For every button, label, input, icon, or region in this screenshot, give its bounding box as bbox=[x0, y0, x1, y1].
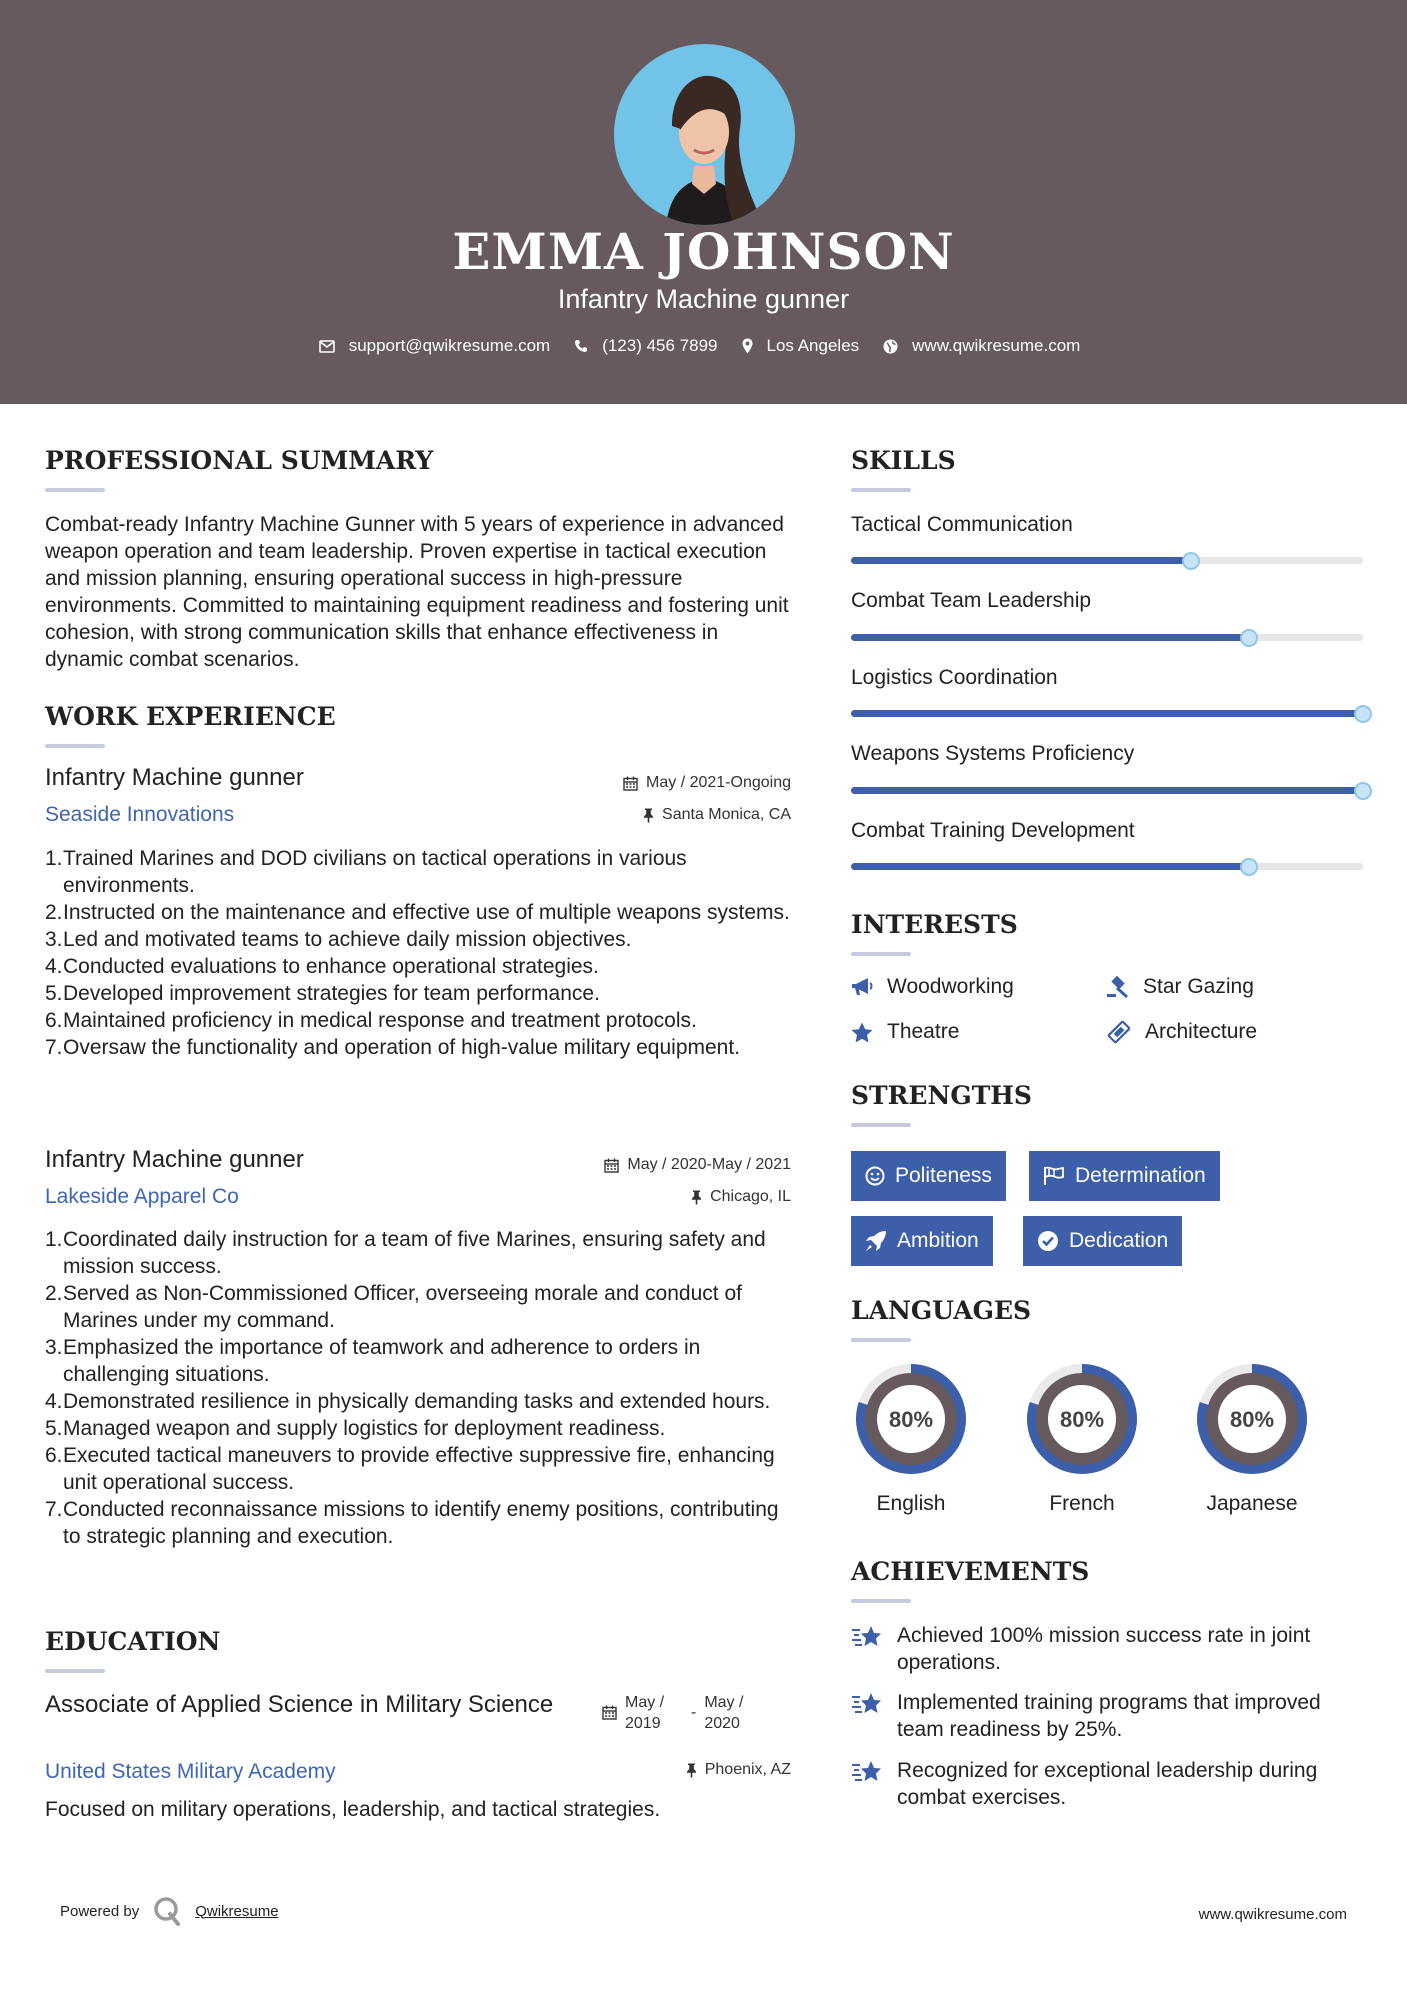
job-duties-list bbox=[45, 1226, 795, 1550]
language-label: Japanese bbox=[1206, 1492, 1298, 1515]
language-percent: 80% bbox=[888, 1407, 934, 1432]
phone-icon bbox=[574, 339, 588, 353]
job-dates-text: May / 2020-May / 2021 bbox=[627, 1156, 791, 1173]
strength-label: Ambition bbox=[897, 1229, 979, 1252]
strength-badge bbox=[1029, 1151, 1220, 1201]
interests-underline bbox=[851, 952, 911, 956]
contact-email[interactable] bbox=[319, 336, 551, 356]
language-ring bbox=[850, 1358, 972, 1480]
skill-bar bbox=[851, 863, 1363, 870]
skill-label: Combat Team Leadership bbox=[851, 589, 1092, 612]
website-text: www.qwikresume.com bbox=[912, 336, 1081, 355]
education-dates bbox=[602, 1692, 754, 1734]
education-location bbox=[686, 1761, 791, 1779]
pushpin-icon bbox=[643, 808, 654, 823]
list-item: 7. Oversaw the functionality and operation of high-value military equipment. bbox=[45, 1036, 741, 1059]
company-name: Seaside Innovations bbox=[45, 803, 235, 826]
skills-heading: SKILLS bbox=[851, 446, 956, 475]
list-item: 1. Coordinated daily instruction for a team of five Marines, ensuring safety and mission success. bbox=[45, 1228, 766, 1278]
interest-label: Woodworking bbox=[887, 975, 1014, 998]
list-item: 1. Trained Marines and DOD civilians on tactical operations in various environments. bbox=[45, 847, 687, 897]
strength-badge bbox=[1023, 1216, 1182, 1266]
achievement-text: Achieved 100% mission success rate in joint operations. bbox=[897, 1624, 1311, 1674]
experience-underline bbox=[45, 744, 105, 748]
map-marker-icon bbox=[742, 338, 753, 354]
language-ring bbox=[1191, 1358, 1313, 1480]
skill-bar-fill bbox=[851, 557, 1191, 564]
company-name: Lakeside Apparel Co bbox=[45, 1185, 239, 1208]
education-underline bbox=[45, 1669, 105, 1673]
profile-photo bbox=[614, 44, 795, 225]
skill-bar-fill bbox=[851, 863, 1249, 870]
job-location-text: Chicago, IL bbox=[710, 1188, 791, 1205]
envelope-icon bbox=[319, 340, 335, 353]
achievement-item bbox=[851, 1689, 1371, 1743]
experience-heading: WORK EXPERIENCE bbox=[45, 702, 336, 731]
education-location-text: Phoenix, AZ bbox=[704, 1761, 791, 1778]
skill-bar-knob bbox=[1182, 552, 1200, 570]
language-label: French bbox=[1049, 1492, 1115, 1515]
globe-icon bbox=[883, 339, 898, 354]
contact-phone[interactable] bbox=[574, 336, 717, 356]
calendar-icon bbox=[602, 1705, 617, 1720]
strengths-heading: STRENGTHS bbox=[851, 1081, 1032, 1110]
achievement-item bbox=[851, 1757, 1371, 1811]
interest-item bbox=[851, 975, 1014, 999]
skill-label: Tactical Communication bbox=[851, 513, 1073, 536]
summary-heading: PROFESSIONAL SUMMARY bbox=[45, 446, 434, 475]
star-icon bbox=[851, 1022, 873, 1043]
phone-text: (123) 456 7899 bbox=[602, 336, 718, 355]
job-location bbox=[691, 1188, 791, 1206]
job-duties-list bbox=[45, 845, 795, 1061]
list-item: 6. Executed tactical maneuvers to provide effective suppressive fire, enhancing unit operational success. bbox=[45, 1444, 775, 1494]
flag-icon bbox=[1043, 1166, 1065, 1186]
skill-label: Combat Training Development bbox=[851, 819, 1135, 842]
education-date-separator: - bbox=[691, 1704, 697, 1721]
calendar-icon bbox=[623, 776, 638, 791]
job-dates bbox=[604, 1156, 791, 1174]
calendar-icon bbox=[604, 1158, 619, 1173]
education-date-start: May / 2019 bbox=[625, 1694, 665, 1732]
skill-bar bbox=[851, 710, 1363, 717]
interests-heading: INTERESTS bbox=[851, 910, 1018, 939]
skill-bar-knob bbox=[1240, 858, 1258, 876]
person-silhouette-icon bbox=[614, 44, 795, 225]
job-title: Infantry Machine gunner bbox=[45, 1146, 304, 1173]
job-dates bbox=[623, 774, 791, 792]
list-item: 5. Developed improvement strategies for team performance. bbox=[45, 982, 600, 1005]
shooting-star-icon bbox=[851, 1759, 883, 1785]
strength-badge bbox=[851, 1216, 993, 1266]
skill-bar-fill bbox=[851, 710, 1363, 717]
strength-label: Dedication bbox=[1069, 1229, 1169, 1252]
achievements-heading: ACHIEVEMENTS bbox=[851, 1557, 1090, 1586]
location-text: Los Angeles bbox=[766, 336, 860, 355]
languages-heading: LANGUAGES bbox=[851, 1296, 1032, 1325]
skill-bar-knob bbox=[1240, 629, 1258, 647]
skill-bar-knob bbox=[1354, 705, 1372, 723]
powered-by-text: Powered by bbox=[60, 1902, 140, 1920]
language-item bbox=[1021, 1358, 1143, 1516]
email-text: support@qwikresume.com bbox=[348, 336, 551, 355]
language-percent: 80% bbox=[1229, 1407, 1275, 1432]
school-name: United States Military Academy bbox=[45, 1760, 336, 1783]
list-item: 4. Demonstrated resilience in physically demanding tasks and extended hours. bbox=[45, 1390, 771, 1413]
education-heading: EDUCATION bbox=[45, 1627, 221, 1656]
list-item: 6. Maintained proficiency in medical response and treatment protocols. bbox=[45, 1009, 697, 1032]
skill-label: Weapons Systems Proficiency bbox=[851, 742, 1135, 765]
strength-badge bbox=[851, 1151, 1006, 1201]
skill-bar-fill bbox=[851, 787, 1363, 794]
language-label: English bbox=[876, 1492, 946, 1515]
job-location bbox=[643, 806, 791, 824]
footer-website[interactable]: www.qwikresume.com bbox=[1198, 1906, 1347, 1923]
interest-label: Star Gazing bbox=[1143, 975, 1254, 998]
interest-label: Theatre bbox=[887, 1020, 960, 1043]
achievement-item bbox=[851, 1622, 1371, 1676]
list-item: 5. Managed weapon and supply logistics for deployment readiness. bbox=[45, 1417, 666, 1440]
summary-text: Combat-ready Infantry Machine Gunner with 5 years of experience in advanced weapon operation and team leadership. Proven expertise in tactical execution and mission planning, ensuring operational success in high-pressure environments. Committed to maintaining equipment readiness and fostering unit cohesion, with strong communication skills that enhance effectiveness in dynamic combat scenarios. bbox=[45, 513, 789, 671]
list-item: 2. Served as Non-Commissioned Officer, overseeing morale and conduct of Marines under my command. bbox=[45, 1282, 742, 1332]
list-item: 4. Conducted evaluations to enhance operational strategies. bbox=[45, 955, 599, 978]
degree-title: Associate of Applied Science in Military Science bbox=[45, 1691, 554, 1718]
pushpin-icon bbox=[686, 1763, 697, 1778]
language-ring bbox=[1021, 1358, 1143, 1480]
skills-underline bbox=[851, 488, 911, 492]
footer-powered-by bbox=[60, 1896, 279, 1926]
interest-item bbox=[1107, 975, 1254, 999]
bullhorn-icon bbox=[851, 977, 873, 997]
education-description: Focused on military operations, leadership, and tactical strategies. bbox=[45, 1798, 661, 1821]
candidate-name: EMMA JOHNSON bbox=[452, 222, 955, 281]
interest-item bbox=[1107, 1020, 1257, 1044]
interest-item bbox=[851, 1020, 959, 1044]
language-item bbox=[850, 1358, 972, 1516]
skill-bar-knob bbox=[1354, 782, 1372, 800]
shooting-star-icon bbox=[851, 1624, 883, 1650]
job-dates-text: May / 2021-Ongoing bbox=[646, 774, 791, 791]
strength-label: Politeness bbox=[895, 1164, 992, 1187]
candidate-title: Infantry Machine gunner bbox=[557, 284, 850, 314]
education-date-end: May / 2020 bbox=[704, 1694, 744, 1732]
ticket-icon bbox=[1107, 1020, 1131, 1044]
language-item bbox=[1191, 1358, 1313, 1516]
strength-label: Determination bbox=[1075, 1164, 1206, 1187]
skill-bar-fill bbox=[851, 634, 1249, 641]
achievement-text: Implemented training programs that improved team readiness by 25%. bbox=[897, 1691, 1321, 1741]
shooting-star-icon bbox=[851, 1691, 883, 1717]
contact-website[interactable] bbox=[883, 336, 1080, 356]
skill-label: Logistics Coordination bbox=[851, 666, 1058, 689]
skill-bar bbox=[851, 787, 1363, 794]
pushpin-icon bbox=[691, 1190, 702, 1205]
achievements-underline bbox=[851, 1599, 911, 1603]
interest-label: Architecture bbox=[1145, 1020, 1258, 1043]
smile-icon bbox=[865, 1166, 885, 1186]
strengths-underline bbox=[851, 1123, 911, 1127]
brand-link[interactable]: Qwikresume bbox=[195, 1902, 279, 1920]
job-title: Infantry Machine gunner bbox=[45, 764, 304, 791]
summary-underline bbox=[45, 488, 105, 492]
list-item: 7. Conducted reconnaissance missions to identify enemy positions, contributing to strategic planning and execution. bbox=[45, 1498, 779, 1548]
language-percent: 80% bbox=[1059, 1407, 1105, 1432]
list-item: 2. Instructed on the maintenance and effective use of multiple weapons systems. bbox=[45, 901, 790, 924]
qwikresume-logo-icon bbox=[153, 1896, 181, 1926]
skill-bar bbox=[851, 634, 1363, 641]
check-circle-icon bbox=[1037, 1230, 1059, 1252]
achievement-text: Recognized for exceptional leadership during combat exercises. bbox=[897, 1759, 1318, 1809]
job-location-text: Santa Monica, CA bbox=[662, 806, 791, 823]
contact-location bbox=[742, 336, 860, 356]
languages-underline bbox=[851, 1338, 911, 1342]
resume-header bbox=[0, 0, 1407, 404]
rocket-icon bbox=[865, 1230, 887, 1252]
list-item: 3. Emphasized the importance of teamwork and adherence to orders in challenging situations. bbox=[45, 1336, 701, 1386]
contact-bar bbox=[0, 336, 1407, 356]
gavel-icon bbox=[1107, 976, 1129, 998]
skill-bar bbox=[851, 557, 1363, 564]
list-item: 3. Led and motivated teams to achieve daily mission objectives. bbox=[45, 928, 632, 951]
